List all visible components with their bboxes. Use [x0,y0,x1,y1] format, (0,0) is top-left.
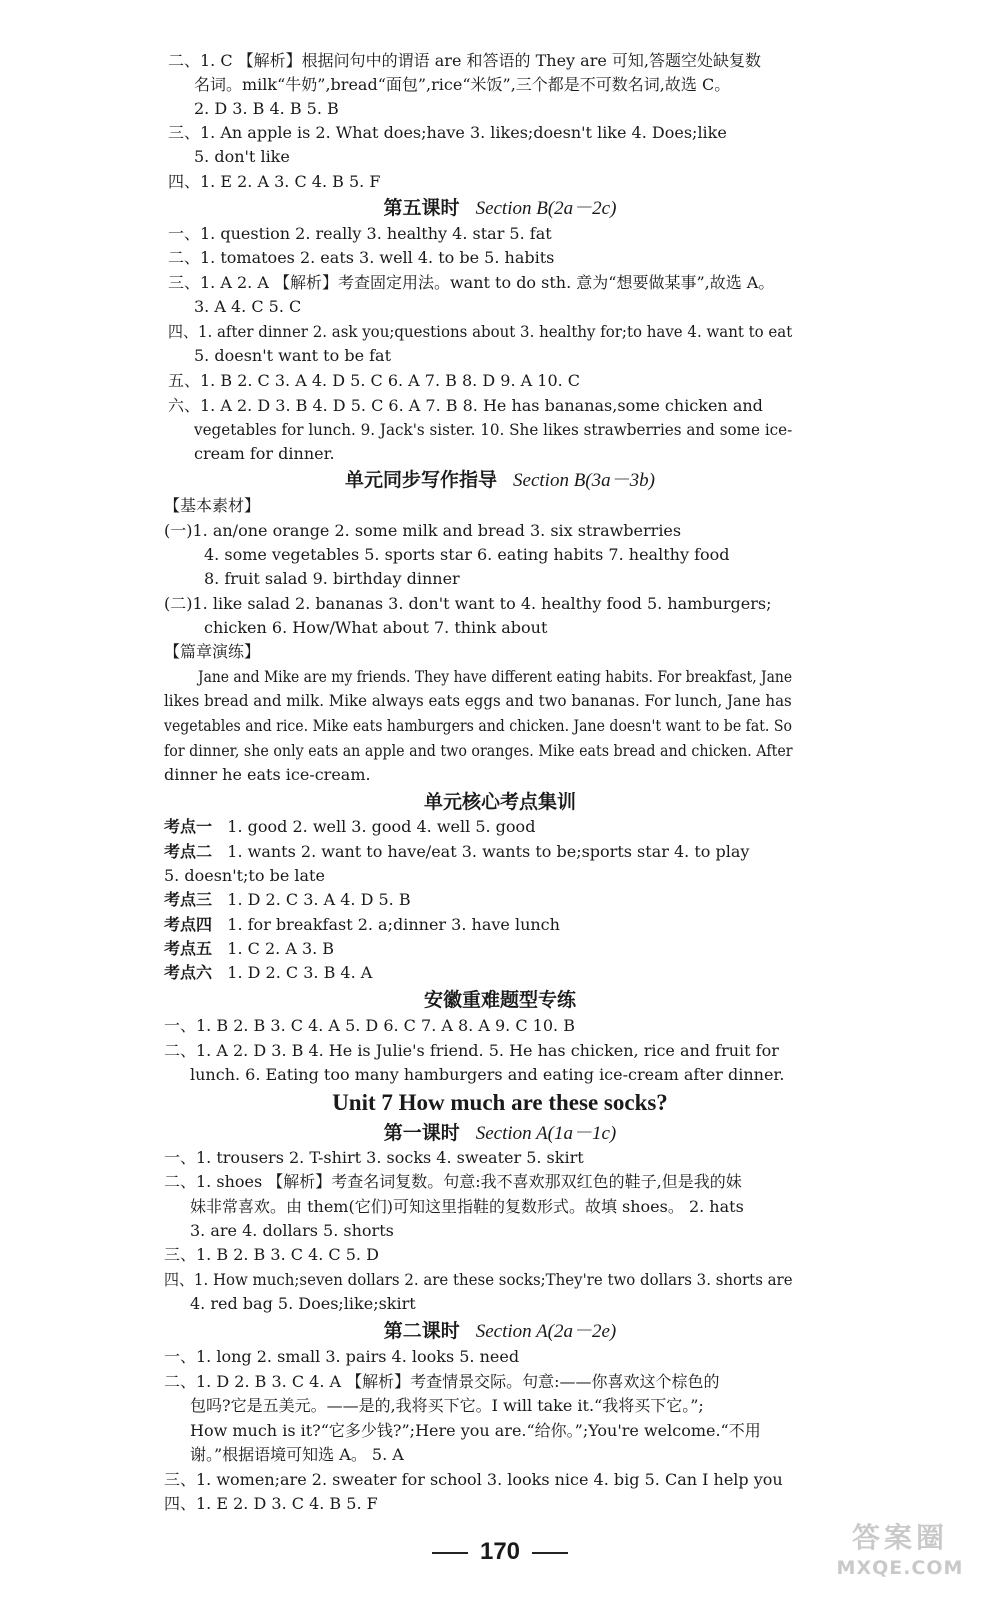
text-line: 8. fruit salad 9. birthday dinner [204,569,460,588]
text-line: 二、1. A 2. D 3. B 4. He is Julie's friend. 5. He has chicken, rice and fruit for [164,1041,779,1060]
point-text: 1. good 2. well 3. good 4. well 5. good [227,817,536,836]
text-line: 谢。”根据语境可知选 A。 5. A [190,1445,404,1464]
page-number-dash-left [432,1552,468,1554]
text-line: 三、1. women;are 2. sweater for school 3. looks nice 4. big 5. Can I help you [164,1470,783,1489]
text-line [164,841,749,863]
text-line: 5. doesn't;to be late [164,866,325,885]
section-heading [0,467,1000,494]
point-text: 1. C 2. A 3. B [227,939,335,958]
text-line: 包吗?它是五美元。——是的,我将买下它。I will take it.“我将买下它。”; [190,1396,704,1415]
point-text: 1. D 2. C 3. A 4. D 5. B [227,890,411,909]
heading-cn: 第二课时 [383,1320,460,1342]
text-line: (二)1. like salad 2. bananas 3. don't want to 4. healthy food 5. hamburgers; [164,594,772,613]
text-line: 3. are 4. dollars 5. shorts [190,1221,394,1240]
text-line: 妹非常喜欢。由 them(它们)可知这里指鞋的复数形式。故填 shoes。 2. hats [190,1197,744,1216]
heading-cn: 单元核心考点集训 [423,791,576,813]
text-line: 二、1. D 2. B 3. C 4. A 【解析】考查情景交际。句意:——你喜欢这个棕色的 [164,1372,720,1391]
watermark-url: MXQE.COM [836,1557,964,1579]
text-line: 5. don't like [194,147,290,166]
text-line: chicken 6. How/What about 7. think about [204,618,548,637]
text-line: dinner he eats ice-cream. [164,765,371,784]
page-number-value: 170 [479,1538,521,1565]
text-line: 一、1. question 2. really 3. healthy 4. star 5. fat [168,224,552,243]
section-heading [0,1318,1000,1345]
unit-title: Unit 7 How much are these socks? [332,1090,668,1115]
section-heading [0,1120,1000,1147]
text-line: 六、1. A 2. D 3. B 4. D 5. C 6. A 7. B 8. He has bananas,some chicken and [168,396,763,415]
section-heading [0,987,1000,1013]
text-line [164,889,411,911]
point-label: 考点二 [164,842,213,861]
text-line [164,962,372,984]
text-line: 四、1. E 2. A 3. C 4. B 5. F [168,172,381,191]
heading-cn: 安徽重难题型专练 [423,989,576,1011]
point-text: 1. wants 2. want to have/eat 3. wants to be;sports star 4. to play [227,842,750,861]
heading-en: Section A(2a－2e) [475,1321,617,1342]
heading-en: Section B(3a－3b) [513,470,655,491]
text-line: 五、1. B 2. C 3. A 4. D 5. C 6. A 7. B 8. D 9. A 10. C [168,371,581,390]
text-line: 四、1. How much;seven dollars 2. are these socks;They're two dollars 3. shorts are [164,1270,793,1289]
heading-cn: 第一课时 [383,1122,460,1144]
text-line: vegetables for lunch. 9. Jack's sister. 10. She likes strawberries and some ice- [194,420,793,439]
text-line: 【篇章演练】 [164,642,261,661]
text-line: 二、1. shoes 【解析】考查名词复数。句意:我不喜欢那双红色的鞋子,但是我的妹 [164,1172,742,1191]
section-heading [0,789,1000,815]
text-line: for dinner, she only eats an apple and two oranges. Mike eats bread and chicken. After [164,741,793,760]
point-label: 考点四 [164,915,213,934]
page-number-dash-right [532,1552,568,1554]
text-line: 三、1. A 2. A 【解析】考查固定用法。want to do sth. 意为“想要做某事”,故选 A。 [168,273,775,292]
heading-cn: 单元同步写作指导 [345,469,498,491]
point-label: 考点六 [164,963,213,982]
text-line: vegetables and rice. Mike eats hamburgers and chicken. Jane doesn't want to be fat. So [164,716,792,735]
text-line: 三、1. B 2. B 3. C 4. C 5. D [164,1245,379,1264]
heading-cn: 第五课时 [383,197,460,219]
heading-en: Section B(2a－2c) [475,198,617,219]
text-line [164,816,535,838]
point-label: 考点五 [164,939,213,958]
text-line: 四、1. E 2. D 3. C 4. B 5. F [164,1494,378,1513]
text-line: 名词。milk“牛奶”,bread“面包”,rice“米饭”,三个都是不可数名词,故选 C。 [194,75,731,94]
text-line: 4. some vegetables 5. sports star 6. eating habits 7. healthy food [204,545,730,564]
text-line: (一)1. an/one orange 2. some milk and bread 3. six strawberries [164,521,682,540]
text-line: 【基本素材】 [164,496,261,515]
heading-en: Section A(1a－1c) [475,1123,617,1144]
text-line: 3. A 4. C 5. C [194,297,302,316]
section-heading [0,195,1000,222]
point-label: 考点一 [164,817,213,836]
point-text: 1. D 2. C 3. B 4. A [227,963,373,982]
text-line: How much is it?“它多少钱?”;Here you are.“给你。”;You're welcome.“不用 [190,1421,761,1440]
text-line: 二、1. tomatoes 2. eats 3. well 4. to be 5. habits [168,248,555,267]
text-line: 三、1. An apple is 2. What does;have 3. likes;doesn't like 4. Does;like [168,123,727,142]
text-line [164,938,334,960]
text-line: Jane and Mike are my friends. They have different eating habits. For breakfast, Jane [198,667,793,686]
text-line: 二、1. C 【解析】根据问句中的谓语 are 和答语的 They are 可知,答题空处缺复数 [168,51,761,70]
point-label: 考点三 [164,890,213,909]
watermark-title: 答案圈 [851,1521,948,1554]
text-line: 2. D 3. B 4. B 5. B [194,99,339,118]
text-line [164,914,560,936]
text-line: 四、1. after dinner 2. ask you;questions about 3. healthy for;to have 4. want to eat [168,322,793,341]
text-line: 一、1. long 2. small 3. pairs 4. looks 5. need [164,1347,520,1366]
text-line: cream for dinner. [194,444,335,463]
text-line: 一、1. trousers 2. T-shirt 3. socks 4. sweater 5. skirt [164,1148,584,1167]
watermark-logo [814,1520,986,1586]
point-text: 1. for breakfast 2. a;dinner 3. have lunch [227,915,560,934]
text-line: lunch. 6. Eating too many hamburgers and eating ice-cream after dinner. [190,1065,785,1084]
text-line: 一、1. B 2. B 3. C 4. A 5. D 6. C 7. A 8. A 9. C 10. B [164,1016,575,1035]
text-line: 5. doesn't want to be fat [194,346,392,365]
text-line: likes bread and milk. Mike always eats eggs and two bananas. For lunch, Jane has [164,691,792,710]
text-line: 4. red bag 5. Does;like;skirt [190,1294,416,1313]
